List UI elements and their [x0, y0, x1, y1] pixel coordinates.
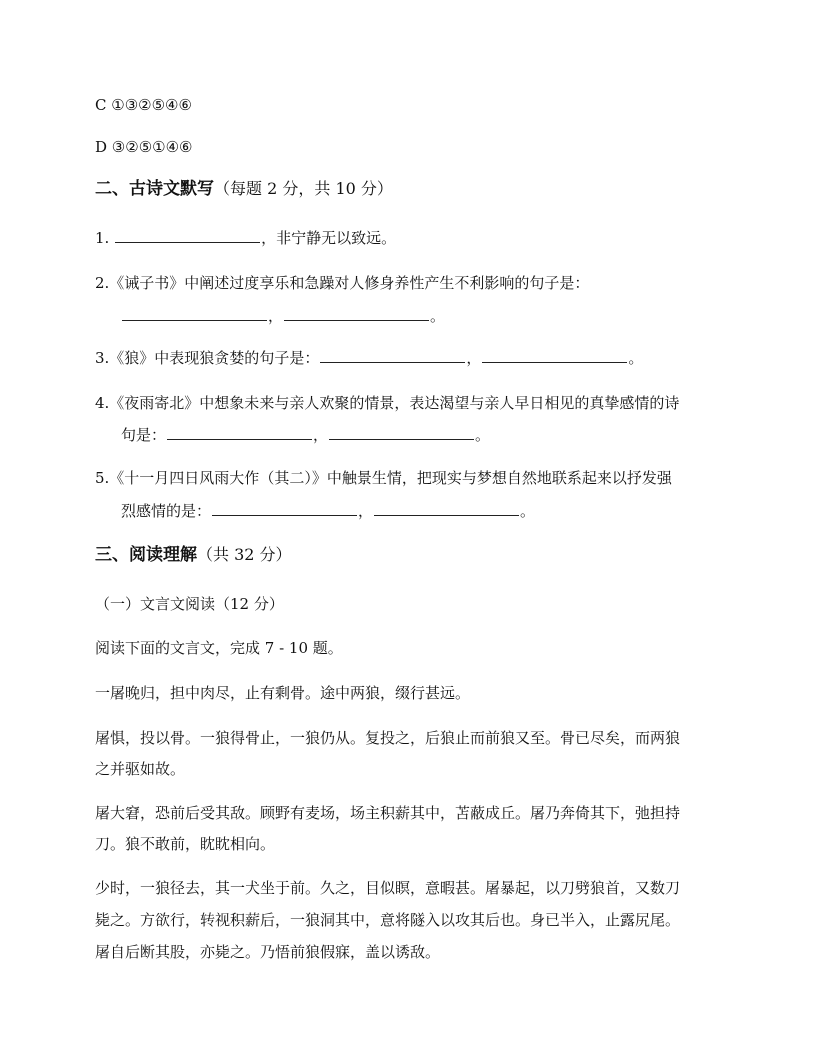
end-mark: 。 [520, 502, 536, 520]
answer-blank[interactable] [374, 501, 519, 516]
answer-blank[interactable] [329, 425, 474, 440]
separator: ， [313, 426, 329, 444]
passage-paragraph-4-line-1: 少时，一狼径去，其一犬坐于前。久之，目似瞑，意暇甚。屠暴起，以刀劈狼首，又数刀 [95, 879, 681, 897]
question-4-answers [121, 425, 490, 445]
passage-paragraph-2-line-1: 屠惧，投以骨。一狼得骨止，一狼仍从。复投之，后狼止而前狼又至。骨已尽矣，而两狼 [95, 729, 681, 747]
passage-paragraph-2-line-2: 之并驱如故。 [95, 760, 186, 778]
option-d: D ③②⑤①④⑥ [95, 138, 193, 156]
end-mark: 。 [430, 307, 446, 325]
question-3-prompt: 3.《狼》中表现狼贪婪的句子是： [95, 349, 320, 367]
question-1-number: 1. [95, 229, 110, 247]
separator: ， [466, 349, 482, 367]
question-2-answers [121, 306, 445, 326]
answer-blank[interactable] [115, 228, 260, 243]
answer-blank[interactable] [122, 306, 267, 321]
section-2-score: （每题 2 分，共 10 分） [214, 179, 393, 198]
passage-paragraph-1: 一屠晚归，担中肉尽，止有剩骨。途中两狼，缀行甚远。 [95, 684, 471, 702]
passage-paragraph-4-line-3: 屠自后断其股，亦毙之。乃悟前狼假寐，盖以诱敌。 [95, 943, 441, 961]
question-5-answers [121, 501, 535, 521]
answer-blank[interactable] [167, 425, 312, 440]
question-2-prompt: 2.《诫子书》中阐述过度享乐和急躁对人修身养性产生不利影响的句子是： [95, 274, 590, 292]
answer-blank[interactable] [482, 348, 627, 363]
option-c: C ①③②⑤④⑥ [95, 96, 192, 114]
section-3-score: （共 32 分） [197, 545, 292, 564]
question-3 [95, 348, 643, 368]
section-3-heading [95, 545, 292, 565]
end-mark: 。 [628, 349, 644, 367]
answer-blank[interactable] [320, 348, 465, 363]
section-2-title: 二、古诗文默写 [95, 179, 214, 199]
question-1-text: ，非宁静无以致远。 [261, 229, 397, 247]
question-1 [95, 228, 396, 248]
question-5-prompt: 5.《十一月四日风雨大作（其二）》中触景生情，把现实与梦想自然地联系起来以抒发强 [95, 469, 672, 487]
subsection-title: （一）文言文阅读（12 分） [95, 595, 284, 613]
answer-blank[interactable] [212, 501, 357, 516]
separator: ， [358, 502, 374, 520]
question-4-prompt-end: 句是： [121, 426, 167, 444]
passage-paragraph-3-line-1: 屠大窘，恐前后受其敌。顾野有麦场，场主积薪其中，苫蔽成丘。屠乃奔倚其下，弛担持 [95, 804, 681, 822]
end-mark: 。 [475, 426, 491, 444]
reading-instruction: 阅读下面的文言文，完成 7 - 10 题。 [95, 639, 343, 657]
passage-paragraph-4-line-2: 毙之。方欲行，转视积薪后，一狼洞其中，意将隧入以攻其后也。身已半入，止露尻尾。 [95, 911, 681, 929]
question-4-prompt: 4.《夜雨寄北》中想象未来与亲人欢聚的情景，表达渴望与亲人早日相见的真挚感情的诗 [95, 394, 680, 412]
passage-paragraph-3-line-2: 刀。狼不敢前，眈眈相向。 [95, 835, 276, 853]
separator: ， [268, 307, 284, 325]
section-2-heading [95, 179, 393, 199]
question-5-prompt-end: 烈感情的是： [121, 502, 212, 520]
answer-blank[interactable] [284, 306, 429, 321]
section-3-title: 三、阅读理解 [95, 545, 197, 565]
